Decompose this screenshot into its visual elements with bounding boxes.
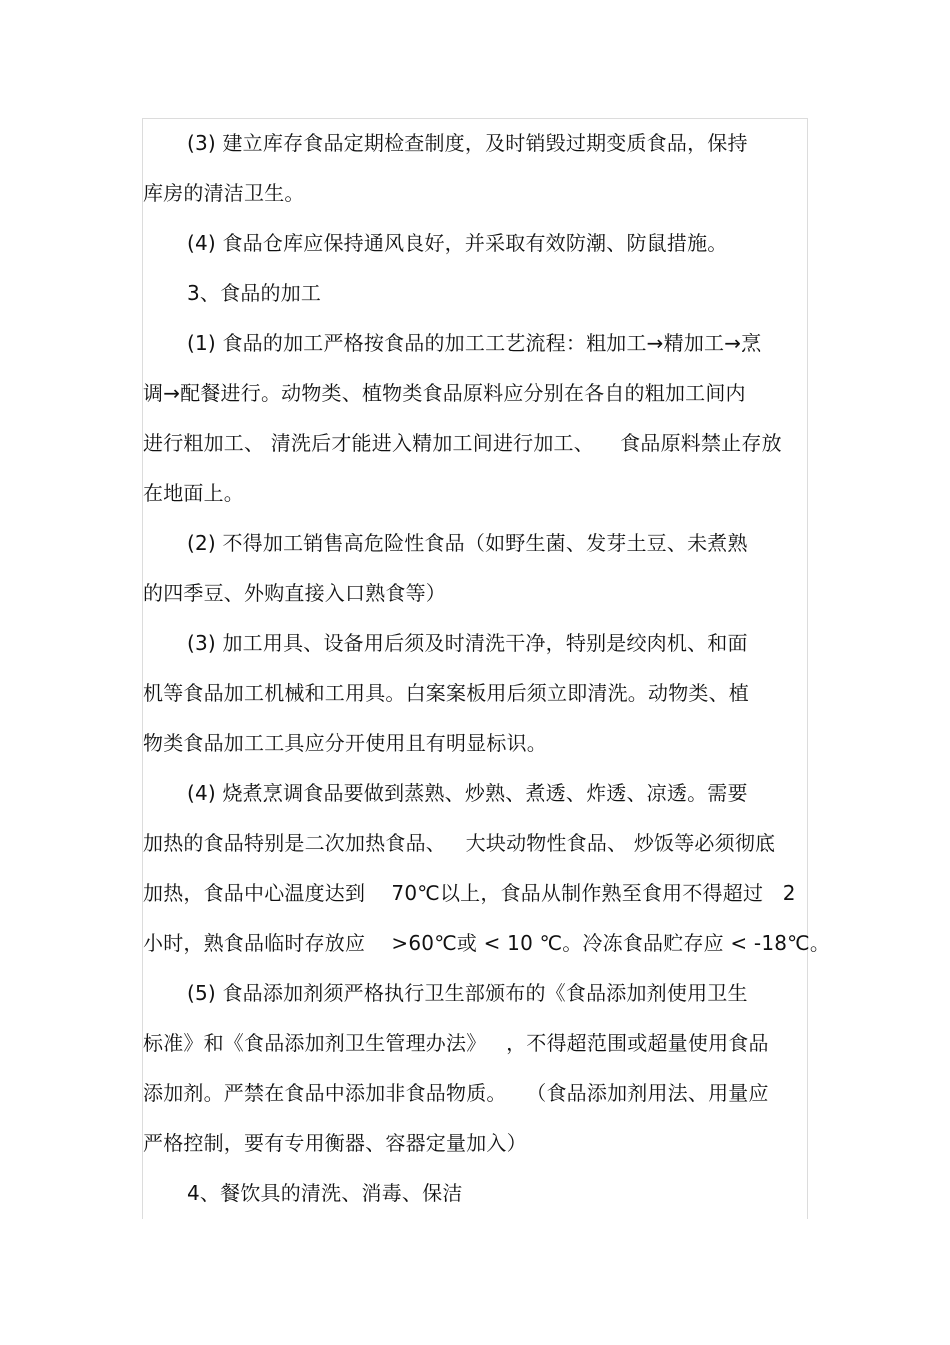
- paragraph-line: 添加剂。严禁在食品中添加非食品物质。 （食品添加剂用法、用量应: [143, 1081, 769, 1105]
- paragraph-line: 进行粗加工、 清洗后才能进入精加工间进行加工、 食品原料禁止存放: [143, 431, 782, 455]
- paragraph-line: 加热，食品中心温度达到 70℃以上，食品从制作熟至食用不得超过 2: [143, 881, 796, 905]
- paragraph-line: 库房的清洁卫生。: [143, 181, 305, 205]
- paragraph-line: (4) 食品仓库应保持通风良好，并采取有效防潮、防鼠措施。: [187, 231, 728, 255]
- paragraph-line: (3) 建立库存食品定期检查制度，及时销毁过期变质食品，保持: [187, 131, 748, 155]
- paragraph-line: 在地面上。: [143, 481, 244, 505]
- paragraph-line: (4) 烧煮烹调食品要做到蒸熟、炒熟、煮透、炸透、凉透。需要: [187, 781, 748, 805]
- paragraph-line: 小时，熟食品临时存放应 >60℃或 < 10 ℃。冷冻食品贮存应 < -18℃。: [143, 931, 831, 955]
- paragraph-line: 调→配餐进行。动物类、植物类食品原料应分别在各自的粗加工间内: [143, 381, 746, 405]
- paragraph-line: 机等食品加工机械和工用具。白案案板用后须立即清洗。动物类、植: [143, 681, 749, 705]
- paragraph-line: 加热的食品特别是二次加热食品、 大块动物性食品、 炒饭等必须彻底: [143, 831, 776, 855]
- section-heading: 3、食品的加工: [187, 281, 322, 305]
- paragraph-line: 物类食品加工工具应分开使用且有明显标识。: [143, 731, 547, 755]
- paragraph-line: 严格控制，要有专用衡器、容器定量加入）: [143, 1131, 527, 1155]
- paragraph-line: (2) 不得加工销售高危险性食品（如野生菌、发芽土豆、未煮熟: [187, 531, 748, 555]
- paragraph-line: (1) 食品的加工严格按食品的加工工艺流程：粗加工→精加工→烹: [187, 331, 762, 355]
- paragraph-line: 标准》和《食品添加剂卫生管理办法》 ，不得超范围或超量使用食品: [143, 1031, 769, 1055]
- paragraph-line: (3) 加工用具、设备用后须及时清洗干净，特别是绞肉机、和面: [187, 631, 748, 655]
- section-heading: 4、餐饮具的清洗、消毒、保洁: [187, 1181, 463, 1205]
- paragraph-line: (5) 食品添加剂须严格执行卫生部颁布的《食品添加剂使用卫生: [187, 981, 748, 1005]
- paragraph-line: 的四季豆、外购直接入口熟食等）: [143, 581, 446, 605]
